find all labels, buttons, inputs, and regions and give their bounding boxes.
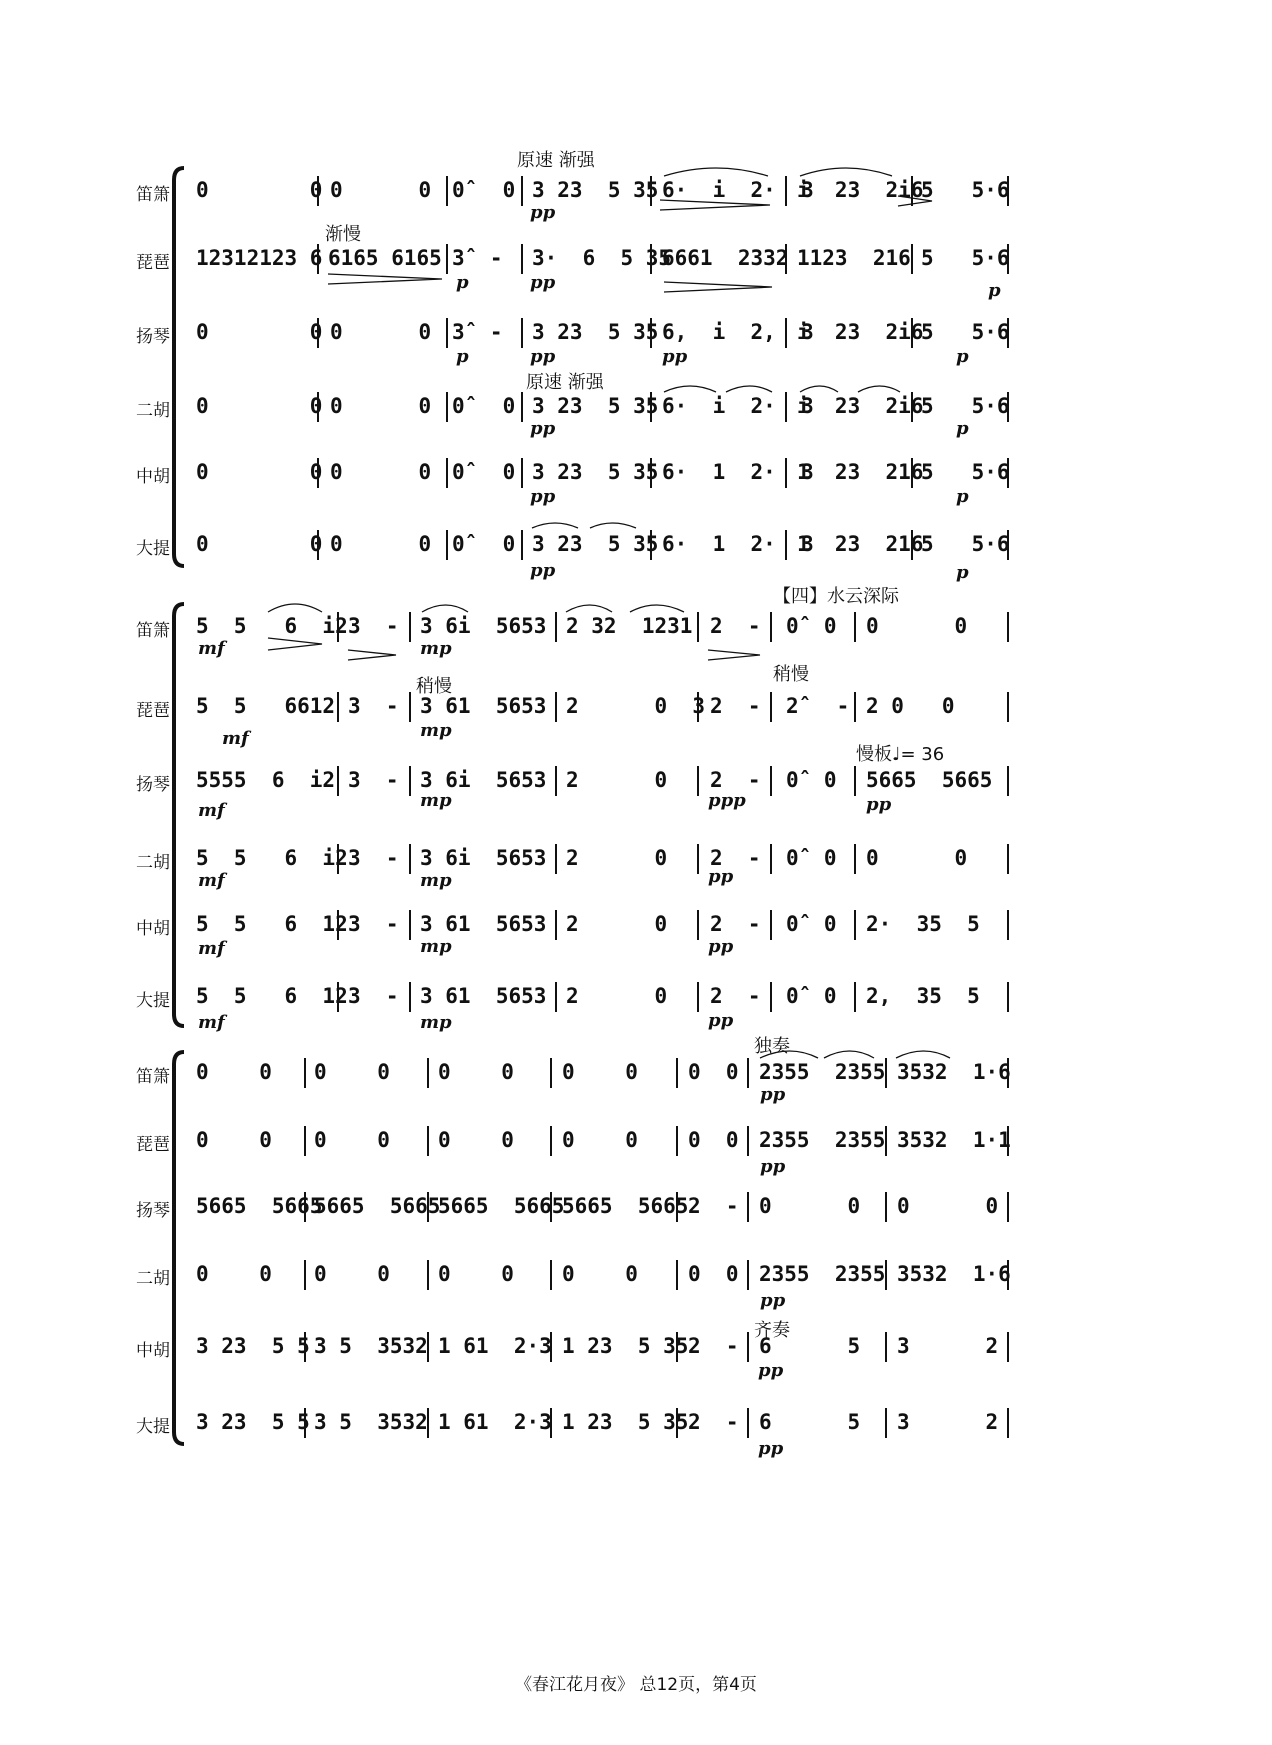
measure: 2 - [688, 1410, 739, 1434]
measure: 0̂ 0 [452, 460, 516, 484]
measure: 2 - [710, 912, 761, 936]
measure: i 23 2i6 [797, 178, 924, 202]
instrument-label: 二胡 [136, 853, 170, 873]
measure: 3 - [348, 912, 399, 936]
measure: 0̂ 0 [452, 394, 516, 418]
measure: 0 0 [438, 1262, 514, 1286]
dynamic-marking: mp [420, 936, 452, 957]
instrument-label: 中胡 [136, 1341, 170, 1361]
measure: 5 5·6 [921, 178, 1010, 202]
measure: 3 - [348, 694, 399, 718]
measure: 2 0 [566, 846, 668, 870]
measure: 0 0 [314, 1060, 390, 1084]
measure: 5665 5665 [196, 1194, 323, 1218]
measure: 5 5·6 [921, 246, 1010, 270]
measure: 5665 5665 [314, 1194, 441, 1218]
measure: 0 0 [196, 1128, 272, 1152]
measure: 0 0 [866, 846, 968, 870]
measure: 1 61 2·3 [438, 1334, 552, 1358]
dynamic-marking: ppp [708, 790, 746, 811]
measure: 3 61 5653 [420, 694, 547, 718]
dynamic-marking: mf [198, 870, 225, 891]
instrument-label: 中胡 [136, 467, 170, 487]
instrument-label: 琵琶 [136, 701, 170, 721]
measure: 2355 2355 [759, 1262, 886, 1286]
dynamic-marking: pp [530, 418, 556, 439]
measure: 5555 6 i2 [196, 768, 336, 792]
dynamic-marking: mf [198, 800, 225, 821]
instrument-label: 笛箫 [136, 621, 170, 641]
measure: 3 6i 5653 [420, 846, 547, 870]
dynamic-marking: pp [708, 936, 734, 957]
measure: 6 5 [759, 1334, 861, 1358]
measure: 0 0 [688, 1128, 739, 1152]
measure: 2 - [710, 984, 761, 1008]
measure: 5 5 6612 [196, 694, 336, 718]
measure: i 23 2i6 [797, 320, 924, 344]
dynamic-marking: mf [198, 1012, 225, 1033]
instrument-label: 笛箫 [136, 1067, 170, 1087]
measure: 0̂ 0 [786, 912, 837, 936]
measure: 3 23 5 35 [532, 460, 659, 484]
measure: 0 0 [330, 532, 432, 556]
instrument-label: 二胡 [136, 401, 170, 421]
measure: 3 2 [897, 1334, 999, 1358]
measure: 0 0 [438, 1060, 514, 1084]
measure: 6661 2332 [662, 246, 789, 270]
measure: 2 - [688, 1334, 739, 1358]
measure: 3532 1·1 [897, 1128, 1011, 1152]
measure: 0 0 [759, 1194, 861, 1218]
page-footer: 《春江花月夜》 总12页，第4页 [515, 1675, 757, 1695]
measure: 5665 5665 [438, 1194, 565, 1218]
dynamic-marking: pp [760, 1084, 786, 1105]
dynamic-marking: pp [530, 560, 556, 581]
measure: 3̂ - [452, 320, 503, 344]
measure: 3 61 5653 [420, 912, 547, 936]
measure: 2 - [710, 768, 761, 792]
instrument-label: 大提 [136, 539, 170, 559]
measure: 2̂ - [786, 694, 850, 718]
measure: 0 0 [897, 1194, 999, 1218]
measure: 0 0 [562, 1060, 638, 1084]
dynamic-marking: pp [708, 866, 734, 887]
tempo-marking: 渐慢 [325, 224, 361, 245]
measure: 0 0 [438, 1128, 514, 1152]
dynamic-marking: mf [222, 728, 249, 749]
instrument-label: 大提 [136, 991, 170, 1011]
measure: 0̂ 0 [452, 532, 516, 556]
measure: 6· i 2· 3 [662, 178, 814, 202]
dynamic-marking: p [956, 418, 969, 439]
tempo-marking: 稍慢 [416, 676, 452, 697]
tempo-marking: 慢板♩= 36 [856, 744, 945, 765]
dynamic-marking: pp [866, 794, 892, 815]
measure: 0 0 [330, 320, 432, 344]
measure: 5 5·6 [921, 532, 1010, 556]
dynamic-marking: pp [530, 272, 556, 293]
measure: 0 0 [196, 1262, 272, 1286]
dynamic-marking: pp [530, 346, 556, 367]
instrument-label: 扬琴 [136, 1201, 170, 1221]
measure: 5 5 6 12 [196, 912, 348, 936]
measure: 3 23 5 35 [532, 178, 659, 202]
measure: 3 2 [897, 1410, 999, 1434]
dynamic-marking: p [456, 272, 469, 293]
instrument-label: 琵琶 [136, 253, 170, 273]
measure: 3532 1·6 [897, 1060, 1011, 1084]
measure: 3532 1·6 [897, 1262, 1011, 1286]
tempo-marking: 稍慢 [773, 664, 809, 685]
dynamic-marking: mp [420, 638, 452, 659]
measure: 0 0 [330, 178, 432, 202]
measure: 2 - [688, 1194, 739, 1218]
measure: 2355 2355 [759, 1128, 886, 1152]
measure: 3 23 5 35 [532, 394, 659, 418]
measure: 2 - [710, 614, 761, 638]
dynamic-marking: pp [530, 202, 556, 223]
tempo-marking: 原速 渐强 [517, 150, 595, 171]
dynamic-marking: p [988, 280, 1001, 301]
measure: 12312123 6 [196, 246, 323, 270]
measure: 2 0 [566, 768, 668, 792]
measure: 3 - [348, 846, 399, 870]
dynamic-marking: mf [198, 638, 225, 659]
measure: 0 0 [196, 532, 323, 556]
measure: 6· 1 2· 3 [662, 532, 814, 556]
measure: 1 23 5 35 [562, 1410, 689, 1434]
dynamic-marking: pp [662, 346, 688, 367]
measure: 3 23 5 5 [196, 1410, 310, 1434]
measure: 1 23 5 35 [562, 1334, 689, 1358]
instrument-label: 扬琴 [136, 775, 170, 795]
measure: 0̂ 0 [786, 984, 837, 1008]
instrument-label: 笛箫 [136, 185, 170, 205]
measure: 2 0 [566, 984, 668, 1008]
measure: 6· i 2· 3 [662, 394, 814, 418]
dynamic-marking: p [956, 486, 969, 507]
measure: 6 5 [759, 1410, 861, 1434]
measure: 3 - [348, 768, 399, 792]
measure: 3 6i 5653 [420, 768, 547, 792]
measure: 3 23 5 5 [196, 1334, 310, 1358]
measure: 3 5 3532 [314, 1410, 428, 1434]
measure: 3 23 5 35 [532, 320, 659, 344]
measure: 5 5 6 i2 [196, 614, 348, 638]
barlines [305, 176, 1008, 1438]
measure: 1 23 216 [797, 460, 924, 484]
measure: 5 5 6 i2 [196, 846, 348, 870]
measure: 0 0 [196, 1060, 272, 1084]
instrument-label: 大提 [136, 1417, 170, 1437]
system-brace [172, 1050, 188, 1446]
measure: 3 6i 5653 [420, 614, 547, 638]
dynamic-marking: p [956, 346, 969, 367]
measure: 2 0 3 [566, 694, 706, 718]
section-title: 【四】水云深际 [773, 586, 899, 607]
system-brace [172, 602, 188, 1028]
measure: 2· 35 5 [866, 912, 980, 936]
measure: 0 0 [330, 394, 432, 418]
measure: 0 0 [196, 320, 323, 344]
measure: i 23 2i6 [797, 394, 924, 418]
system-brace [172, 166, 188, 568]
measure: 0 0 [688, 1262, 739, 1286]
measure: 1 61 2·3 [438, 1410, 552, 1434]
measure: 2 - [710, 846, 761, 870]
measure: 5665 5665 [562, 1194, 689, 1218]
measure: 0 0 [562, 1128, 638, 1152]
measure: 3̂ - [452, 246, 503, 270]
measure: 0̂ 0 [786, 846, 837, 870]
measure: 0̂ 0 [786, 768, 837, 792]
dynamic-marking: pp [530, 486, 556, 507]
measure: 2 - [710, 694, 761, 718]
instrument-label: 扬琴 [136, 327, 170, 347]
measure: 1 23 216 [797, 532, 924, 556]
measure: 2355 2355 [759, 1060, 886, 1084]
measure: 6165 6165 [328, 246, 442, 270]
measure: 1123 216 [797, 246, 911, 270]
measure: 3 - [348, 984, 399, 1008]
performance-marking: 齐奏 [754, 1320, 790, 1341]
dynamic-marking: pp [758, 1438, 784, 1459]
measure: 0 0 [314, 1262, 390, 1286]
measure: 5 5·6 [921, 320, 1010, 344]
dynamic-marking: pp [760, 1290, 786, 1311]
performance-marking: 独奏 [754, 1036, 790, 1057]
dynamic-marking: mp [420, 720, 452, 741]
dynamic-marking: mp [420, 870, 452, 891]
measure: 0 0 [196, 460, 323, 484]
dynamic-marking: mp [420, 790, 452, 811]
measure: 3 - [348, 614, 399, 638]
measure: 0 0 [562, 1262, 638, 1286]
dynamic-marking: mf [198, 938, 225, 959]
measure: 0 0 [314, 1128, 390, 1152]
measure: 3 5 3532 [314, 1334, 428, 1358]
measure: 0 0 [330, 460, 432, 484]
measure: 3 61 5653 [420, 984, 547, 1008]
instrument-label: 中胡 [136, 919, 170, 939]
instrument-label: 琵琶 [136, 1135, 170, 1155]
instrument-label: 二胡 [136, 1269, 170, 1289]
dynamic-marking: pp [708, 1010, 734, 1031]
measure: 0̂ 0 [452, 178, 516, 202]
measure: 5 5 6 12 [196, 984, 348, 1008]
measure: 5 5·6 [921, 394, 1010, 418]
measure: 2, 35 5 [866, 984, 980, 1008]
measure: 2 0 0 [866, 694, 955, 718]
measure: 2 32 1231 [566, 614, 693, 638]
dynamic-marking: pp [758, 1360, 784, 1381]
measure: 6, i 2, 3 [662, 320, 814, 344]
measure: 5665 5665 [866, 768, 993, 792]
measure: 0 0 [196, 394, 323, 418]
measure: 0 0 [688, 1060, 739, 1084]
measure: 0̂ 0 [786, 614, 837, 638]
measure: 2 0 [566, 912, 668, 936]
dynamic-marking: p [956, 562, 969, 583]
measure: 3· 6 5 35 [532, 246, 672, 270]
dynamic-marking: pp [760, 1156, 786, 1177]
dynamic-marking: p [456, 346, 469, 367]
tempo-marking: 原速 渐强 [526, 372, 604, 393]
measure: 0 0 [196, 178, 323, 202]
measure: 5 5·6 [921, 460, 1010, 484]
measure: 6· 1 2· 3 [662, 460, 814, 484]
measure: 3 23 5 35 [532, 532, 659, 556]
measure: 0 0 [866, 614, 968, 638]
dynamic-marking: mp [420, 1012, 452, 1033]
